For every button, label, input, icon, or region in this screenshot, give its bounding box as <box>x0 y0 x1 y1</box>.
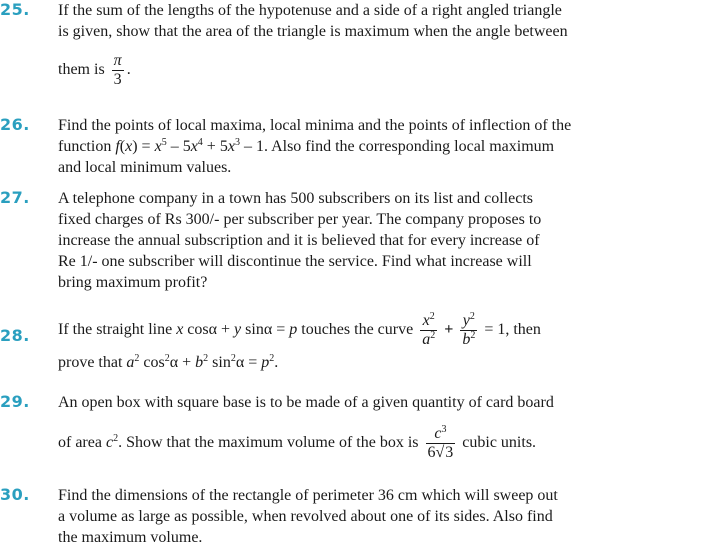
sqrt-symbol: √ <box>435 444 445 461</box>
text-line: Find the dimensions of the rectangle of perimeter 36 cm which will sweep out <box>58 487 558 504</box>
fraction-x2-over-a2 <box>420 312 437 349</box>
math-var: x <box>190 138 198 155</box>
exponent: 2 <box>470 330 476 341</box>
math-fn: sinα <box>245 321 273 339</box>
text-fragment: = 1, then <box>484 321 541 339</box>
fraction-c3-over-6root3 <box>426 425 456 462</box>
math-var: c <box>105 434 114 452</box>
math-var: x <box>154 138 162 155</box>
math-var: p <box>289 321 298 339</box>
math-fn: cosα <box>187 321 218 339</box>
math-op: + 5 <box>202 138 228 155</box>
math-op: α = <box>235 354 258 371</box>
question-text <box>58 485 597 548</box>
text-line: Re 1/- one subscriber will discontinue the service. Find what increase will <box>58 253 532 270</box>
text-fragment: of area <box>58 434 102 452</box>
text-line: function $f(x) = x^5 - 5x^4 + 5x^3 - 1$. Also find the corresponding local maximum <box>58 137 555 155</box>
math-op: . <box>274 354 279 371</box>
math-var: p <box>261 354 270 371</box>
text-fragment: touches the curve <box>301 321 414 339</box>
fraction-denominator: 3 <box>113 71 122 88</box>
text-line <box>58 312 597 349</box>
exponent: 2 <box>469 311 475 322</box>
exponent: 3 <box>234 137 240 148</box>
text-fragment: If the straight line <box>58 321 173 339</box>
math-op: – 5 <box>166 138 191 155</box>
math-var: x <box>125 138 133 155</box>
math-op: = <box>276 321 286 339</box>
text-fragment: . Show that the maximum volume of the box is <box>118 434 419 452</box>
text-line: and local minimum values. <box>58 159 232 176</box>
fraction-y2-over-b2 <box>460 312 477 349</box>
math-num: 6 <box>427 444 436 461</box>
question-number: 30. <box>0 485 30 504</box>
text-line <box>58 52 597 89</box>
exponent: 3 <box>441 424 447 435</box>
math-fn: sin <box>212 354 231 371</box>
math-var: y <box>234 321 242 339</box>
fraction-pi-over-3 <box>112 52 124 89</box>
text-line <box>58 352 597 373</box>
math-op: + <box>444 321 454 339</box>
text-line: Find the points of local maxima, local minima and the points of inflection of the <box>58 117 572 134</box>
exponent: 4 <box>197 137 203 148</box>
question-text <box>58 115 597 178</box>
math-var: x <box>422 312 430 329</box>
text-line: bring maximum profit? <box>58 274 208 291</box>
exponent: 2 <box>429 311 435 322</box>
text-fragment: . <box>126 61 131 79</box>
question-text <box>58 0 597 89</box>
math-op: – 1. <box>239 138 268 155</box>
question-number: 25. <box>0 0 30 19</box>
math-fn: cos <box>143 354 165 371</box>
exponent: 2 <box>113 433 119 445</box>
exponent: 2 <box>430 330 436 341</box>
exponent: 2 <box>203 353 209 364</box>
text-line: is given, show that the area of the triangle is maximum when the angle between <box>58 23 568 40</box>
math-var: f <box>115 138 120 155</box>
math-var: c <box>434 425 442 442</box>
fraction-denominator <box>420 331 437 349</box>
fraction-numerator <box>420 312 437 331</box>
text-line: the maximum volume. <box>58 529 203 546</box>
math-var: b <box>195 354 204 371</box>
text-line: a volume as large as possible, when revolved about one of its sides. Also find <box>58 508 553 525</box>
question-text <box>58 392 597 462</box>
sqrt-radicand: 3 <box>445 444 454 461</box>
question-number: 28. <box>0 326 30 345</box>
question-number: 29. <box>0 392 30 411</box>
math-var: a <box>422 331 431 348</box>
question-text <box>58 188 597 293</box>
math-op: + <box>221 321 231 339</box>
fraction-denominator <box>426 444 456 462</box>
text-fragment: cubic units. <box>462 434 537 452</box>
math-var: x <box>227 138 235 155</box>
exponent: 2 <box>269 353 275 364</box>
fraction-numerator <box>460 312 477 331</box>
text-fragment: prove that <box>58 354 123 371</box>
text-line: increase the annual subscription and it is believed that for every increase of <box>58 232 540 249</box>
text-line: fixed charges of Rs 300/- per subscriber per year. The company proposes to <box>58 211 542 228</box>
exponent: 2 <box>164 353 170 364</box>
math-var: y <box>462 312 470 329</box>
math-var: x <box>176 321 184 339</box>
text-fragment: them is <box>58 61 105 79</box>
exponent: 2 <box>230 353 236 364</box>
text-fragment: Also find the corresponding local maximum <box>271 138 555 155</box>
text-line: An open box with square base is to be made of a given quantity of card board <box>58 394 554 411</box>
fraction-numerator: π <box>113 52 122 69</box>
text-fragment: function <box>58 138 112 155</box>
exponent: 2 <box>134 353 140 364</box>
text-line: A telephone company in a town has 500 subscribers on its list and collects <box>58 190 534 207</box>
math-var: b <box>462 331 471 348</box>
question-text <box>58 312 597 373</box>
question-number: 27. <box>0 188 30 207</box>
fraction-denominator <box>460 331 477 349</box>
exponent: 5 <box>161 137 167 148</box>
text-line <box>58 425 597 462</box>
fraction-numerator <box>426 425 456 444</box>
text-line: If the sum of the lengths of the hypotenuse and a side of a right angled triangle <box>58 2 562 19</box>
math-op: α + <box>169 354 192 371</box>
math-var: a <box>126 354 135 371</box>
question-number: 26. <box>0 115 30 134</box>
